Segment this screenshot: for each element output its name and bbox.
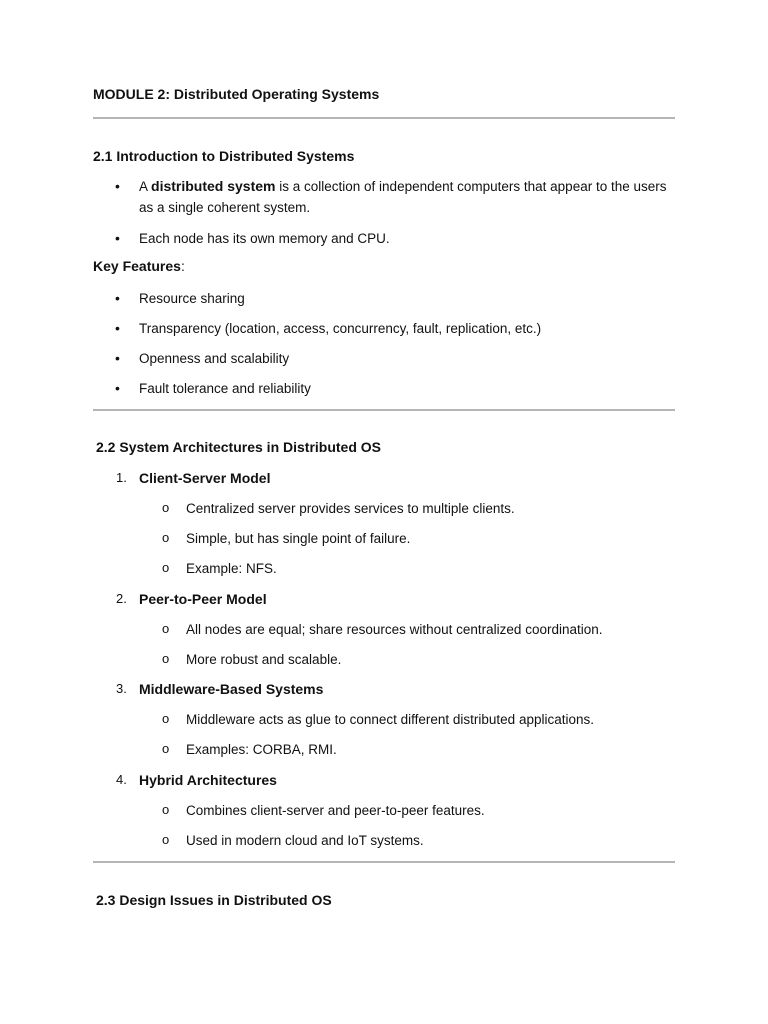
key-features-colon: : (180, 258, 185, 274)
bullet-item (139, 176, 669, 218)
section-heading-2-2: 2.2 System Architectures in Distributed OS (96, 439, 382, 455)
sub-item-text: Middleware acts as glue to connect different distributed applications. (186, 712, 594, 727)
horizontal-rule (93, 117, 675, 119)
module-title: MODULE 2: Distributed Operating Systems (93, 86, 380, 102)
sub-item-text: Combines client-server and peer-to-peer features. (186, 803, 485, 818)
sub-item (186, 712, 594, 727)
feature-item (139, 288, 669, 309)
bullet-text: Each node has its own memory and CPU. (139, 231, 390, 246)
section-heading-2-1: 2.1 Introduction to Distributed Systems (93, 148, 355, 164)
horizontal-rule (93, 409, 675, 411)
sub-item (186, 622, 603, 637)
numbered-item (116, 681, 324, 697)
bullet-text: is a collection of independent computers that appear to the users as a single coherent system. (139, 179, 667, 215)
sub-item (186, 501, 515, 516)
item-number: 2. (116, 591, 127, 606)
item-number: 3. (116, 681, 127, 696)
key-features-bold: Key Features (93, 258, 181, 274)
sub-item (186, 742, 337, 757)
feature-text: Openness and scalability (139, 351, 290, 366)
sub-item-text: Simple, but has single point of failure. (186, 531, 411, 546)
item-label: Peer-to-Peer Model (139, 591, 267, 607)
sub-item (186, 803, 485, 818)
sub-item-text: Example: NFS. (186, 561, 277, 576)
feature-item (139, 318, 669, 339)
sub-item (186, 833, 424, 848)
feature-text: Fault tolerance and reliability (139, 381, 311, 396)
numbered-item (116, 470, 271, 486)
item-number: 4. (116, 772, 127, 787)
item-number: 1. (116, 470, 127, 485)
sub-item (186, 652, 341, 667)
sub-item-text: More robust and scalable. (186, 652, 342, 667)
feature-item (139, 378, 669, 399)
feature-text: Transparency (location, access, concurrency, fault, replication, etc.) (139, 321, 542, 336)
horizontal-rule (93, 861, 675, 863)
bullet-item (139, 228, 669, 249)
sub-item-text: Centralized server provides services to multiple clients. (186, 501, 515, 516)
item-label: Middleware-Based Systems (139, 681, 324, 697)
key-features-label (93, 258, 185, 274)
sub-item-text: All nodes are equal; share resources without centralized coordination. (186, 622, 603, 637)
item-label: Hybrid Architectures (139, 772, 277, 788)
bold-term: distributed system (151, 178, 276, 194)
feature-text: Resource sharing (139, 291, 245, 306)
sub-item (186, 531, 410, 546)
sub-item (186, 561, 277, 576)
numbered-item (116, 591, 267, 607)
item-label: Client-Server Model (139, 470, 271, 486)
section-heading-2-3: 2.3 Design Issues in Distributed OS (96, 892, 332, 908)
sub-item-text: Examples: CORBA, RMI. (186, 742, 337, 757)
feature-item (139, 348, 669, 369)
sub-item-text: Used in modern cloud and IoT systems. (186, 833, 424, 848)
bullet-text-prefix: A (139, 179, 152, 194)
numbered-item (116, 772, 277, 788)
